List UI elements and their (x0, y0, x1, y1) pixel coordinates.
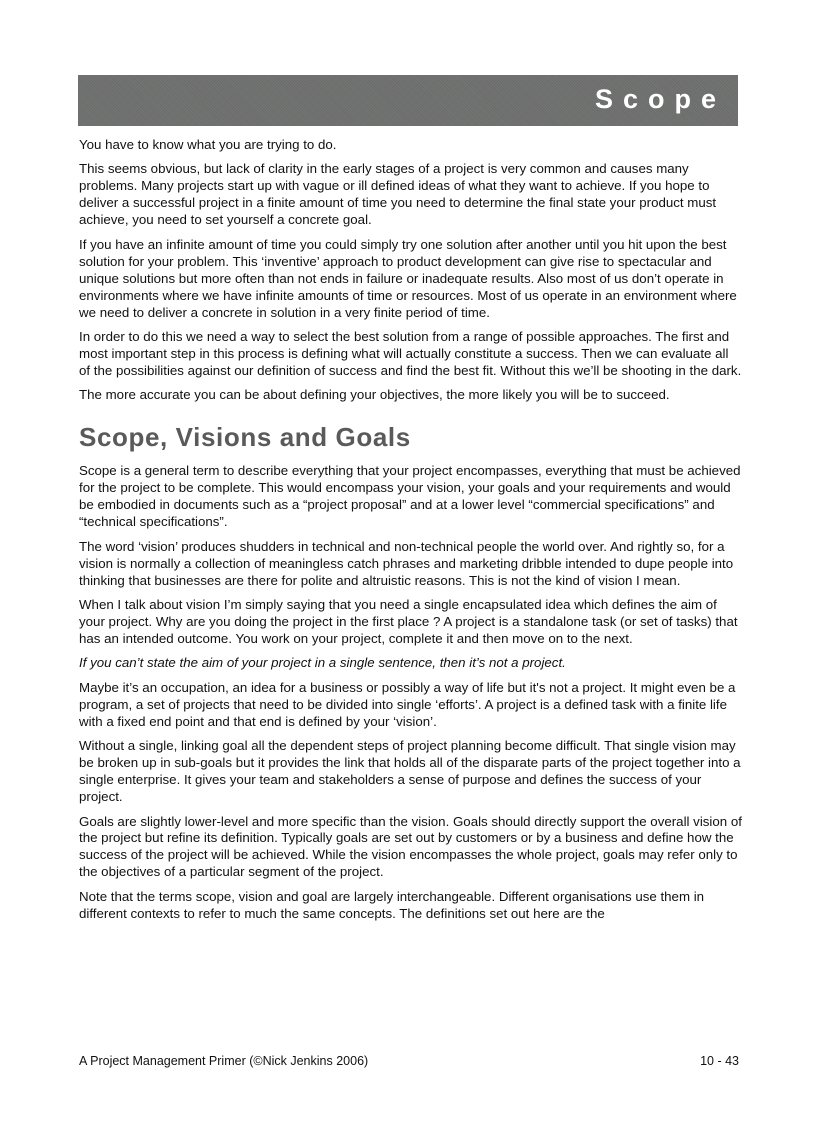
intro-paragraph: This seems obvious, but lack of clarity in the early stages of a project is very common and causes many problems. Many projects start up with vague or ill defined ideas of what they want to achieve. If you hope to deliver a successful project in a finite amount of time you need to determine the final state your product must achieve, you need to set yourself a concrete goal. (79, 161, 717, 228)
page-body (79, 137, 743, 930)
section-paragraph: The word ‘vision’ produces shudders in technical and non-technical people the world over. And rightly so, for a vision is normally a collection of meaningless catch phrases and marketing dribble intended to dupe people into thinking that businesses are there for polite and altruistic reasons. This is not the kind of vision I mean. (79, 538, 734, 588)
chapter-banner (78, 75, 738, 126)
intro-paragraph: You have to know what you are trying to do. (79, 137, 337, 152)
section-heading: Scope, Visions and Goals (79, 422, 411, 453)
intro-paragraph: In order to do this we need a way to select the best solution from a range of possible approaches. The first and most important step in this process is defining what will actually constitute a success. Then we can evaluate all of the possibilities against our definition of success and find the best fit. Without this we’ll be shooting in the dark. (79, 329, 742, 378)
section-paragraph: When I talk about vision I’m simply saying that you need a single encapsulated idea which defines the aim of your project. Why are you doing the project in the first place ? A project is a standalone task (or set of tasks) that has an intended outcome. You work on your project, complete it and then move on to the next. (79, 597, 738, 646)
page-number: 10 - 43 (700, 1054, 739, 1068)
intro-paragraph: If you have an infinite amount of time you could simply try one solution after another until you hit upon the best solution for your problem. This ‘inventive’ approach to product development can give rise to spectacular and unique solutions but more often than not ends in failure or inadequate results. Also most of us don’t operate in environments where we have infinite amounts of time or resources. Most of us operate in an environment where we need to deliver a concrete in solution in a very finite period of time. (79, 236, 737, 320)
page-footer (79, 1053, 739, 1069)
section-paragraph: Without a single, linking goal all the dependent steps of project planning become difficult. That single vision may be broken up in sub-goals but it provides the link that holds all of the disparate parts of the project together into a single enterprise. It gives your team and stakeholders a sense of purpose and defines the success of your project. (79, 738, 741, 805)
section-paragraph: Scope is a general term to describe everything that your project encompasses, everything that must be achieved for the project to be complete. This would encompass your vision, your goals and your requirements and would be embodied in documents such as a “project proposal” and at a lower level “commercial specifications” and “technical specifications”. (79, 463, 741, 530)
emphasis-statement: If you can’t state the aim of your project in a single sentence, then it’s not a project. (79, 655, 566, 671)
footer-source: A Project Management Primer (©Nick Jenkins 2006) (79, 1054, 369, 1068)
chapter-title: Scope (594, 84, 726, 114)
section-paragraph: Maybe it’s an occupation, an idea for a business or possibly a way of life but it's not a project. It might even be a program, a set of projects that need to be divided into single ‘efforts’. A project is a defined task with a finite life with a fixed end point and that end is defined by your ‘vision’. (79, 679, 736, 729)
intro-paragraph: The more accurate you can be about defining your objectives, the more likely you will be to succeed. (79, 387, 670, 403)
section-paragraph: Goals are slightly lower-level and more specific than the vision. Goals should directly support the overall vision of the project but refine its definition. Typically goals are set out by customers or by a business and define how the success of the project will be achieved. While the vision encompasses the whole project, goals may refer only to the objectives of a particular segment of the project. (79, 813, 742, 880)
section-paragraph: Note that the terms scope, vision and goal are largely interchangeable. Different organisations use them in different contexts to refer to much the same concepts. The definitions set out here are the (79, 888, 705, 921)
